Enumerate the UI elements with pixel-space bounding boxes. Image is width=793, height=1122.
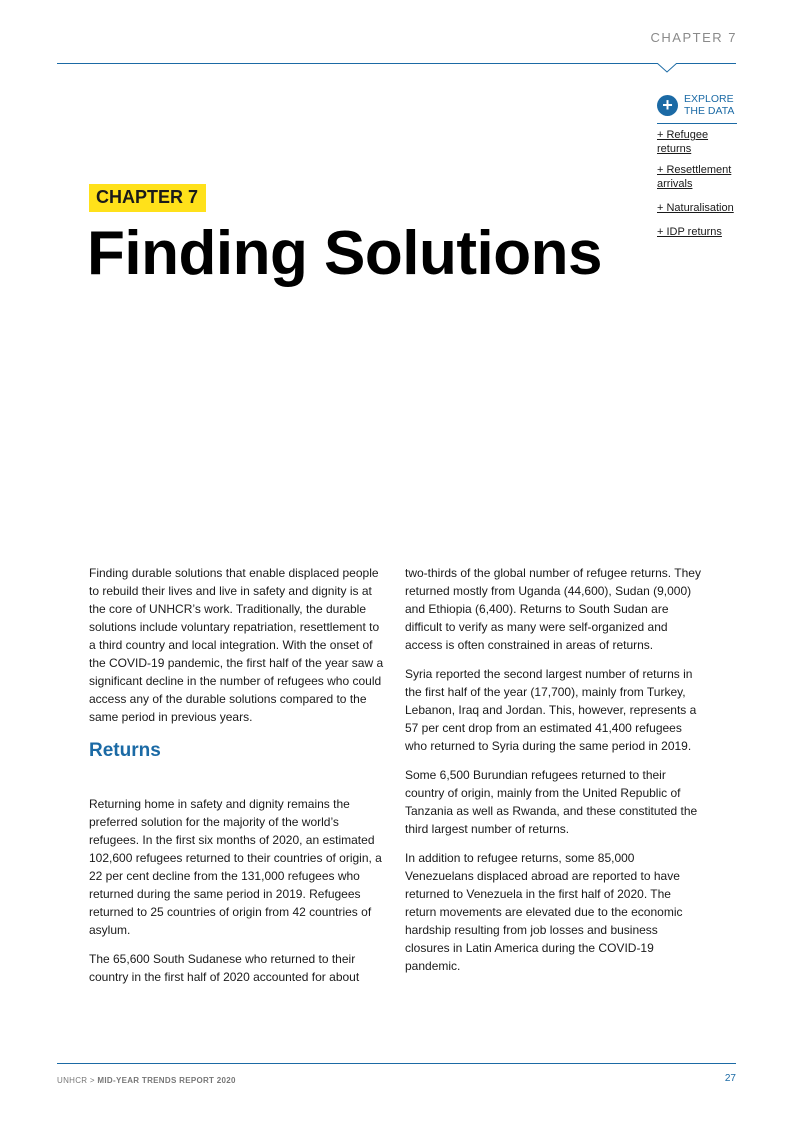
link-refugee-returns[interactable]: + Refugee returns [657, 129, 709, 155]
body-paragraph: Some 6,500 Burundian refugees returned to their country of origin, mainly from the United Republic of Tanzania as well as Rwanda, and these constituted the third largest number of returns. [405, 768, 698, 836]
running-chapter-header: CHAPTER 7 [650, 30, 737, 45]
link-idp-returns[interactable]: + IDP returns [657, 226, 722, 238]
page-title: Finding Solutions [87, 219, 602, 288]
body-paragraph: Returning home in safety and dignity remains the preferred solution for the majority of the world’s refugees. In the first six months of 2020, an estimated 102,600 refugees returned to their countries of origin, a 22 per cent decline from the 131,000 refugees who returned during the same period in 2019. Refugees returned to 25 countries of origin from 42 countries of asylum. [89, 797, 382, 937]
explore-the-data-panel [657, 93, 737, 246]
body-column-right [405, 564, 701, 986]
explore-links-list [657, 128, 737, 240]
explore-link-item [657, 222, 737, 240]
header-rule [57, 63, 736, 64]
explore-the-data-header[interactable] [657, 93, 737, 124]
body-column-left [89, 564, 385, 997]
body-paragraph: Syria reported the second largest number of returns in the first half of the year (17,700), mainly from Turkey, Lebanon, Iraq and Jordan. This, however, represents a 57 per cent drop from an estimated 41,400 refugees who returned to Syria during the same period in 2019. [405, 667, 697, 753]
intro-paragraph: Finding durable solutions that enable displaced people to rebuild their lives and live in safety and dignity is at the core of UNHCR’s work. Traditionally, the durable solutions include voluntary repatriation, resettlement to a third country and local integration. With the onset of the COVID-19 pandemic, the first half of the year saw a significant decline in the number of refugees who could access any of the durable solutions compared to the same period in previous years. [89, 566, 384, 724]
footer-report-title: UNHCR > MID-YEAR TRENDS REPORT 2020 [57, 1076, 236, 1085]
body-paragraph: two-thirds of the global number of refugee returns. They returned mostly from Uganda (44,600), Sudan (9,000) and Ethiopia (6,400). Returns to South Sudan are difficult to verify as many were self-organized and access is often constrained in areas of returns. [405, 566, 701, 652]
plus-circle-icon[interactable]: + [657, 95, 678, 116]
body-paragraph: The 65,600 South Sudanese who returned to their country in the first half of 2020 accounted for about [89, 952, 360, 984]
explore-link-item [657, 163, 737, 192]
link-resettlement-arrivals[interactable]: + Resettlement arrivals [657, 164, 732, 190]
link-naturalisation[interactable]: + Naturalisation [657, 202, 734, 214]
header-rule-notch [657, 63, 677, 73]
explore-link-item [657, 198, 737, 216]
body-paragraph: In addition to refugee returns, some 85,000 Venezuelans displaced abroad are reported to have returned to Venezuela in the first half of 2020. The return movements are elevated due to the economic hardship resulting from job losses and business closures in Latin America during the COVID-19 pandemic. [405, 851, 683, 973]
chapter-label: CHAPTER 7 [89, 184, 206, 212]
page-number: 27 [724, 1073, 736, 1084]
explore-link-item [657, 128, 737, 157]
explore-the-data-title: EXPLORE THE DATA [684, 93, 735, 117]
footer-rule [57, 1063, 736, 1064]
section-heading-returns: Returns [89, 740, 161, 761]
